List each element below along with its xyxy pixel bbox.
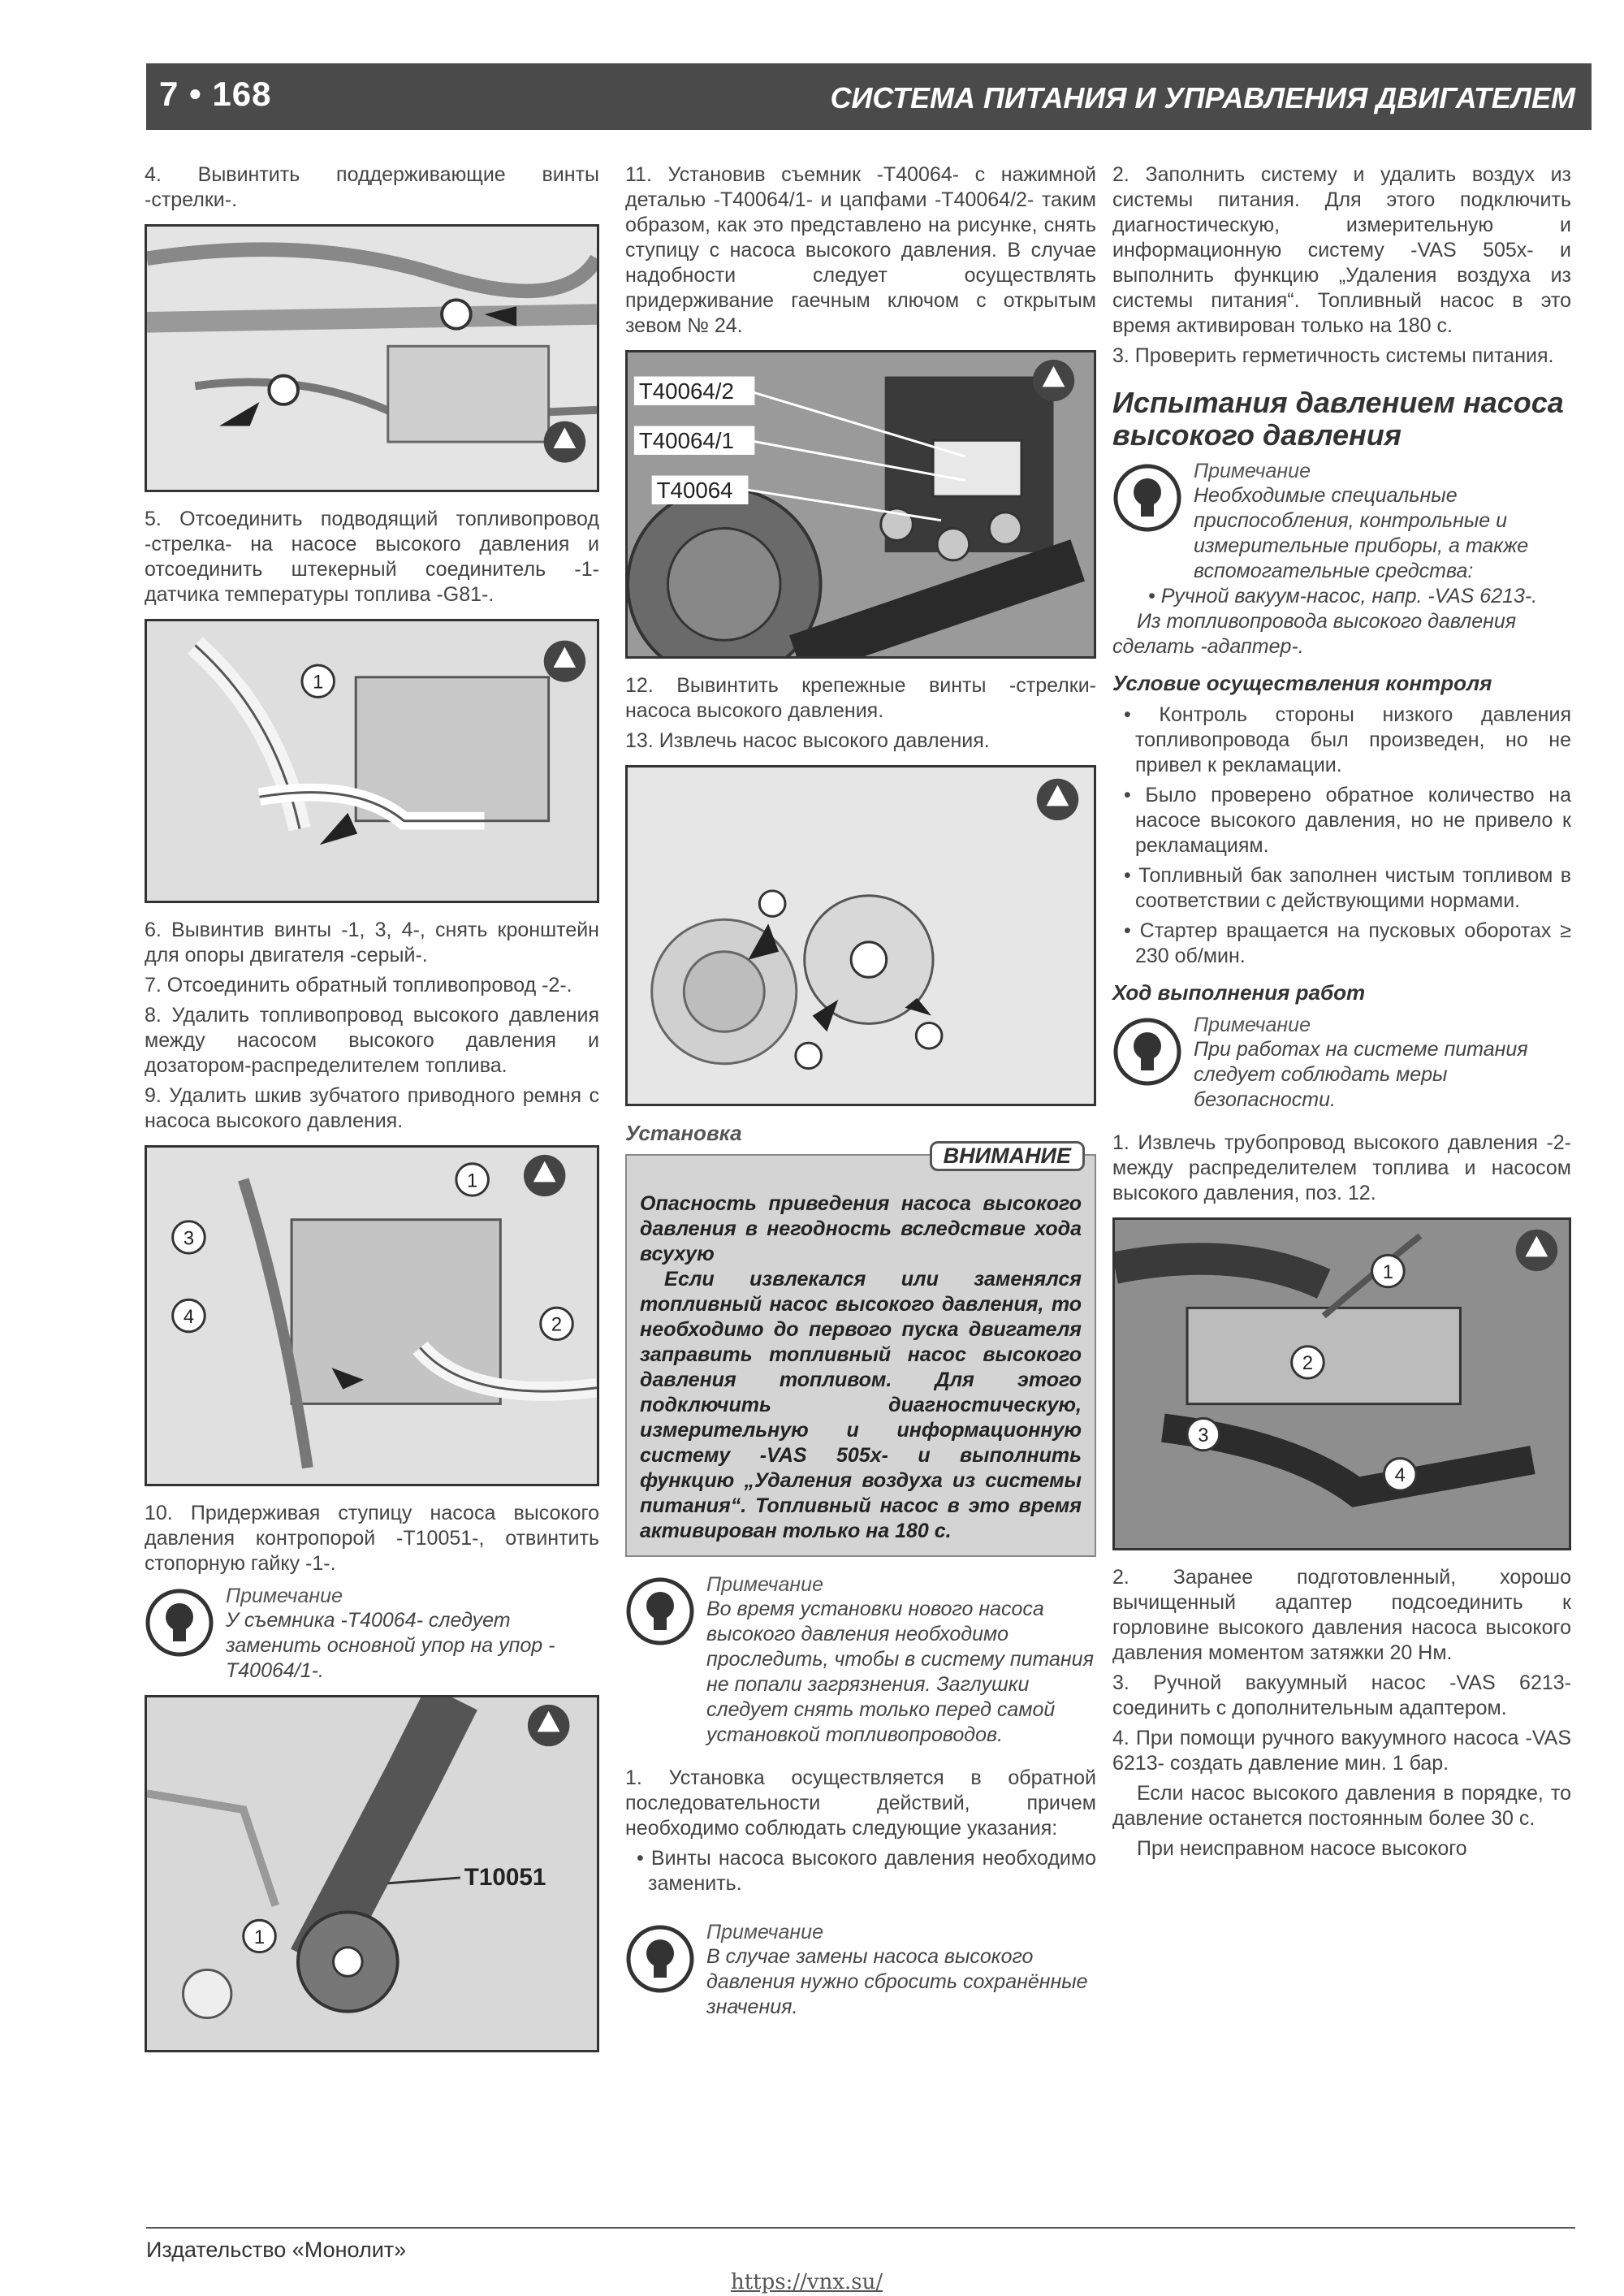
note-text: Необходимые специальные приспособления, контрольные и измерительные приборы, а также вспомогательные средства:: [1194, 484, 1529, 582]
step-8: 8. Удалить топливопровод высокого давления между насосом высокого давления и дозатором-распределителем топлива.: [145, 1004, 599, 1077]
step-12: 12. Вывинтить крепежные винты -стрелки- насоса высокого давления.: [625, 674, 1096, 722]
step-4: 4. Вывинтить поддерживающие винты -стрелки-.: [145, 163, 599, 211]
lightbulb-icon: [1112, 1017, 1182, 1087]
note-safety: [1112, 1014, 1571, 1113]
figure-hp-line: [1112, 1217, 1571, 1550]
fig5-label-4: 4: [1394, 1465, 1406, 1487]
condition-item: • Было проверено обратное количество на насосе высокого давления, но не привело к рекламациям.: [1124, 784, 1571, 857]
step-13: 13. Извлечь насос высокого давления.: [625, 729, 990, 752]
publisher: Издательство «Монолит»: [146, 2238, 407, 2262]
fig3-label-1: 1: [467, 1170, 478, 1192]
column-2: [625, 162, 1096, 2031]
condition-item: • Стартер вращается на пусковых оборотах ≥ 230 об/мин.: [1124, 919, 1571, 967]
note-text: В случае замены насоса высокого давления нужно сбросить сохранённые значения.: [706, 1945, 1088, 2018]
step-10: 10. Придерживая ступицу насоса высокого давления контропорой -T10051-, отвинтить стопорную гайку -1-.: [145, 1502, 599, 1575]
warning-label: ВНИМАНИЕ: [930, 1141, 1085, 1171]
condition-item: • Топливный бак заполнен чистым топливом в соответствии с действующими нормами.: [1124, 864, 1571, 912]
work-step-1: 1. Извлечь трубопровод высокого давления -2- между распределителем топлива и насосом высокого давления, поз. 12.: [1112, 1131, 1571, 1204]
work-result-ok: Если насос высокого давления в порядке, то давление останется постоянным более 30 с.: [1112, 1782, 1571, 1830]
lightbulb-icon: [625, 1924, 695, 1994]
chapter-title: СИСТЕМА ПИТАНИЯ И УПРАВЛЕНИЯ ДВИГАТЕЛЕМ: [830, 81, 1575, 115]
section-title: Испытания давлением насоса высокого давления: [1112, 386, 1564, 452]
fig-label-t40064: T40064: [656, 478, 733, 504]
fig5-label-2: 2: [1302, 1353, 1314, 1375]
warning-box: [625, 1144, 1096, 1557]
footer-rule: [146, 2227, 1575, 2229]
note-heading: Примечание: [706, 1573, 823, 1596]
warning-text: Если извлекался или заменялся топливный насос высокого давления, то необходимо до первого пуска двигателя заправить топливный насос высокого давления топливом. Для этого подключить диагностическую, измерительную и информационную систему -VAS 505x- и выполнить функцию „Удаления воздуха из системы питания“. Топливный насос в это время активирован только на 180 с.: [640, 1268, 1082, 1542]
fill-step-3: 3. Проверить герметичность системы питания.: [1112, 344, 1554, 367]
figure-counterhold: [145, 1695, 599, 2052]
note-install: [625, 1573, 1096, 1748]
fig3-label-2: 2: [551, 1314, 563, 1336]
note-text: Во время установки нового насоса высокого давления необходимо проследить, чтобы в систему питания не попали загрязнения. Заглушки следует снять только перед самой установкой топливопроводов.: [706, 1598, 1094, 1746]
lightbulb-icon: [1112, 463, 1182, 533]
page-number: 7 • 168: [159, 75, 272, 113]
note-t40064: [145, 1585, 599, 1684]
figure-pump-screws: [625, 765, 1096, 1106]
work-heading: Ход выполнения работ: [1112, 980, 1366, 1005]
note-heading: Примечание: [226, 1585, 343, 1607]
lightbulb-icon: [145, 1588, 214, 1658]
source-link[interactable]: https://vnx.su/: [731, 2270, 883, 2294]
figure-support-screws: [145, 224, 599, 492]
fig3-label-3: 3: [183, 1228, 195, 1250]
column-3: [1112, 162, 1571, 1866]
column-1: [145, 162, 599, 2067]
install-heading: Установка: [625, 1121, 742, 1145]
step-7: 7. Отсоединить обратный топливопровод -2-.: [145, 974, 572, 997]
fig2-label-1: 1: [313, 672, 324, 694]
note-replace: [625, 1921, 1096, 2020]
note-heading: Примечание: [1194, 1014, 1311, 1036]
fig5-label-3: 3: [1198, 1425, 1209, 1446]
note-tail: Из топливопровода высокого давления сделать -адаптер-.: [1112, 610, 1517, 658]
work-result-faulty: При неисправном насосе высокого: [1137, 1837, 1467, 1860]
warning-title: Опасность приведения насоса высокого давления в негодность вследствие хода всухую: [640, 1192, 1082, 1265]
fig-label-t40064-2: T40064/2: [638, 378, 734, 404]
note-heading: Примечание: [1194, 460, 1311, 482]
work-step-4: 4. При помощи ручного вакуумного насоса -VAS 6213- создать давление мин. 1 бар.: [1112, 1727, 1571, 1775]
note-text: У съемника -T40064- следует заменить основной упор на упор -T40064/1-.: [226, 1609, 555, 1682]
step-9: 9. Удалить шкив зубчатого приводного ремня с насоса высокого давления.: [145, 1084, 599, 1132]
note-bullet: • Ручной вакуум-насос, напр. -VAS 6213-.: [1148, 585, 1538, 608]
fig4-label-1: 1: [253, 1926, 266, 1948]
page-header: [146, 63, 1592, 130]
figure-puller: [625, 350, 1096, 659]
fig4-label-t10051: T10051: [464, 1863, 546, 1891]
condition-heading: Условие осуществления контроля: [1112, 671, 1492, 695]
step-11: 11. Установив съемник -T40064- с нажимной деталью -T40064/1- и цапфами -T40064/2- таким образом, как это представлено на рисунке, снять ступицу с насоса высокого давления. В случае надобности следует осуществлять придерживание гаечным ключом с открытым зевом № 24.: [625, 163, 1096, 337]
note-text: При работах на системе питания следует соблюдать меры безопасности.: [1194, 1038, 1528, 1111]
work-step-3: 3. Ручной вакуумный насос -VAS 6213- соединить с дополнительным адаптером.: [1112, 1671, 1571, 1719]
fig5-label-1: 1: [1382, 1261, 1393, 1283]
fig3-label-4: 4: [183, 1306, 195, 1328]
fill-step-2: 2. Заполнить систему и удалить воздух из системы питания. Для этого подключить диагностическую, измерительную и информационную систему -VAS 505x- и выполнить функцию „Удаления воздуха из системы питания“. Топливный насос в это время активирован только на 180 с.: [1112, 163, 1571, 337]
install-step-1: 1. Установка осуществляется в обратной последовательности действий, причем необходимо соблюдать следующие указания:: [625, 1766, 1096, 1840]
figure-fuel-line: [145, 619, 599, 903]
install-bullet: • Винты насоса высокого давления необходимо заменить.: [637, 1847, 1096, 1895]
step-5: 5. Отсоединить подводящий топливопровод -стрелка- на насосе высокого давления и отсоединить штекерный соединитель -1-датчика температуры топлива -G81-.: [145, 508, 599, 606]
fig-label-t40064-1: T40064/1: [638, 428, 734, 454]
step-6: 6. Вывинтив винты -1, 3, 4-, снять кронштейн для опоры двигателя -серый-.: [145, 919, 599, 966]
figure-bracket: [145, 1145, 599, 1486]
work-step-2: 2. Заранее подготовленный, хорошо вычищенный адаптер подсоединить к горловине высокого давления насоса высокого давления моментом затяжки 20 Нм.: [1112, 1566, 1571, 1664]
lightbulb-icon: [625, 1576, 695, 1646]
note-heading: Примечание: [706, 1921, 823, 1944]
condition-item: • Контроль стороны низкого давления топливопровода был произведен, но не привел к рекламации.: [1124, 703, 1571, 776]
note-tools: [1112, 460, 1571, 659]
